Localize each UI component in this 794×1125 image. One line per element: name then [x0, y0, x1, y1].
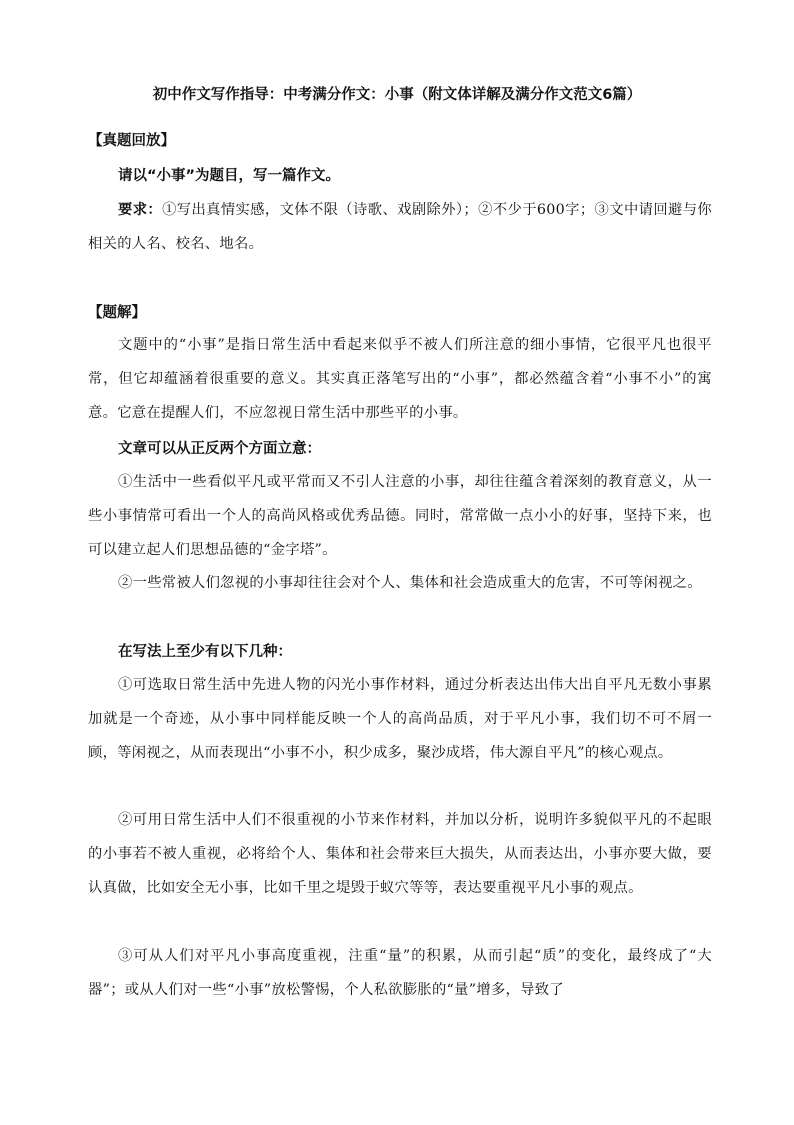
essay-requirements — [88, 193, 712, 261]
method-heading: 在写法上至少有以下几种： — [118, 644, 292, 660]
section-heading-analysis: 【题解】 — [88, 305, 146, 321]
method-paragraph-2: ②可用日常生活中人们不很重视的小节来作材料，并加以分析，说明许多貌似平凡的不起眼的小事若不被人重视，必将给个人、集体和社会带来巨大损失，从而表达出，小事亦要大做，要认真做，比如安全无小事，比如千里之堤毁于蚁穴等等，表达要重视平凡小事的观点。 — [88, 812, 712, 896]
section-heading-prompt: 【真题回放】 — [88, 133, 175, 149]
requirement-text: ①写出真情实感，文体不限（诗歌、戏剧除外）；②不少于600字；③文中请回避与你相关的人名、校名、地名。 — [88, 202, 712, 252]
method-paragraph-1: ①可选取日常生活中先进人物的闪光小事作材料，通过分析表达出伟大出自平凡无数小事累加就是一个奇迹，从小事中同样能反映一个人的高尚品质，对于平凡小事，我们切不可不屑一顾，等闲视之，从而表现出“小事不小，积少成多，聚沙成塔，伟大源自平凡”的核心观点。 — [88, 677, 712, 761]
angle-paragraph-2: ②一些常被人们忽视的小事却往往会对个人、集体和社会造成重大的危害，不可等闲视之。 — [118, 575, 702, 591]
requirement-label: 要求： — [118, 202, 163, 218]
angle-heading: 文章可以从正反两个方面立意： — [118, 441, 321, 457]
essay-prompt-question: 请以“小事”为题目，写一篇作文。 — [118, 168, 341, 184]
analysis-intro-paragraph: 文题中的“小事”是指日常生活中看起来似乎不被人们所注意的细小事情，它很平凡也很平常，但它却蕴涵着很重要的意义。其实真正落笔写出的“小事”，都必然蕴含着“小事不小”的寓意。它意在提醒人们，不应忽视日常生活中那些平的小事。 — [88, 337, 712, 421]
angle-paragraph-1: ①生活中一些看似平凡或平常而又不引人注意的小事，却往往蕴含着深刻的教育意义，从一些小事情常可看出一个人的高尚风格或优秀品德。同时，常常做一点小小的好事，坚持下来，也可以建立起人们思想品德的“金字塔”。 — [88, 474, 712, 558]
method-paragraph-3: ③可从人们对平凡小事高度重视，注重“量”的积累，从而引起“质”的变化，最终成了“大器”；或从人们对一些“小事”放松警惕，个人私欲膨胀的“量”增多，导致了 — [88, 948, 712, 998]
document-title: 初中作文写作指导：中考满分作文：小事（附文体详解及满分作文范文6篇） — [152, 87, 642, 103]
